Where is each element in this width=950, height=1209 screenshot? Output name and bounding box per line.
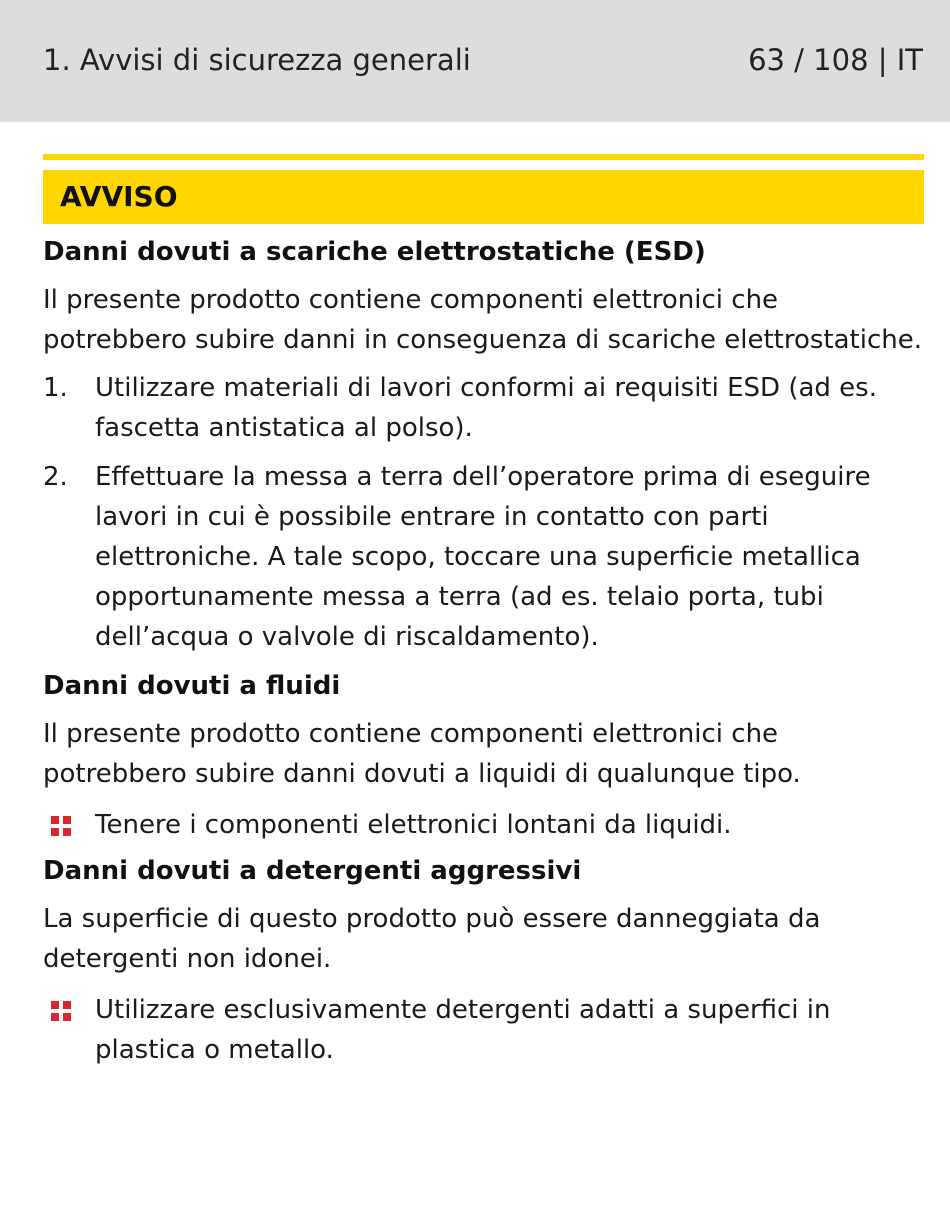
detergents-heading: Danni dovuti a detergenti aggressivi [43, 856, 582, 886]
four-squares-icon [51, 816, 71, 836]
bullet-text: Tenere i componenti elettronici lontani da liquidi. [95, 810, 732, 840]
notice-banner [43, 170, 924, 224]
esd-heading: Danni dovuti a scariche elettrostatiche (ESD) [43, 237, 706, 267]
step-text: Utilizzare materiali di lavori conformi ai requisiti ESD (ad es. fascetta antistatica al polso). [95, 373, 877, 443]
list-item [43, 457, 924, 657]
chapter-title: 1. Avvisi di sicurezza generali [43, 43, 471, 77]
detergents-text: La superficie di questo prodotto può essere danneggiata da detergenti non idonei. [43, 904, 821, 974]
document-body [43, 154, 924, 1070]
esd-text: Il presente prodotto contiene componenti elettronici che potrebbero subire danni in conseguenza di scariche elettrostatiche. [43, 285, 922, 355]
fluids-text: Il presente prodotto contiene componenti elettronici che potrebbero subire danni dovuti a liquidi di qualunque tipo. [43, 719, 801, 789]
step-number: 2. [43, 462, 68, 492]
page-number: 63 / 108 | IT [748, 43, 923, 77]
detergents-bullet [43, 990, 924, 1070]
esd-steps [43, 368, 924, 657]
four-squares-icon [51, 1001, 71, 1021]
notice-label: AVVISO [60, 180, 178, 213]
page-header [0, 0, 950, 122]
notice-top-rule [43, 154, 924, 160]
fluids-bullet [43, 805, 924, 845]
fluids-heading: Danni dovuti a fluidi [43, 671, 341, 701]
list-item [43, 368, 924, 448]
step-text: Effettuare la messa a terra dell’operatore prima di eseguire lavori in cui è possibile entrare in contatto con parti elettroniche. A tale scopo, toccare una superficie metallica opportunamente messa a terra (ad es. telaio porta, tubi dell’acqua o valvole di riscaldamento). [95, 462, 871, 652]
bullet-text: Utilizzare esclusivamente detergenti adatti a superfici in plastica o metallo. [95, 995, 831, 1065]
step-number: 1. [43, 373, 68, 403]
